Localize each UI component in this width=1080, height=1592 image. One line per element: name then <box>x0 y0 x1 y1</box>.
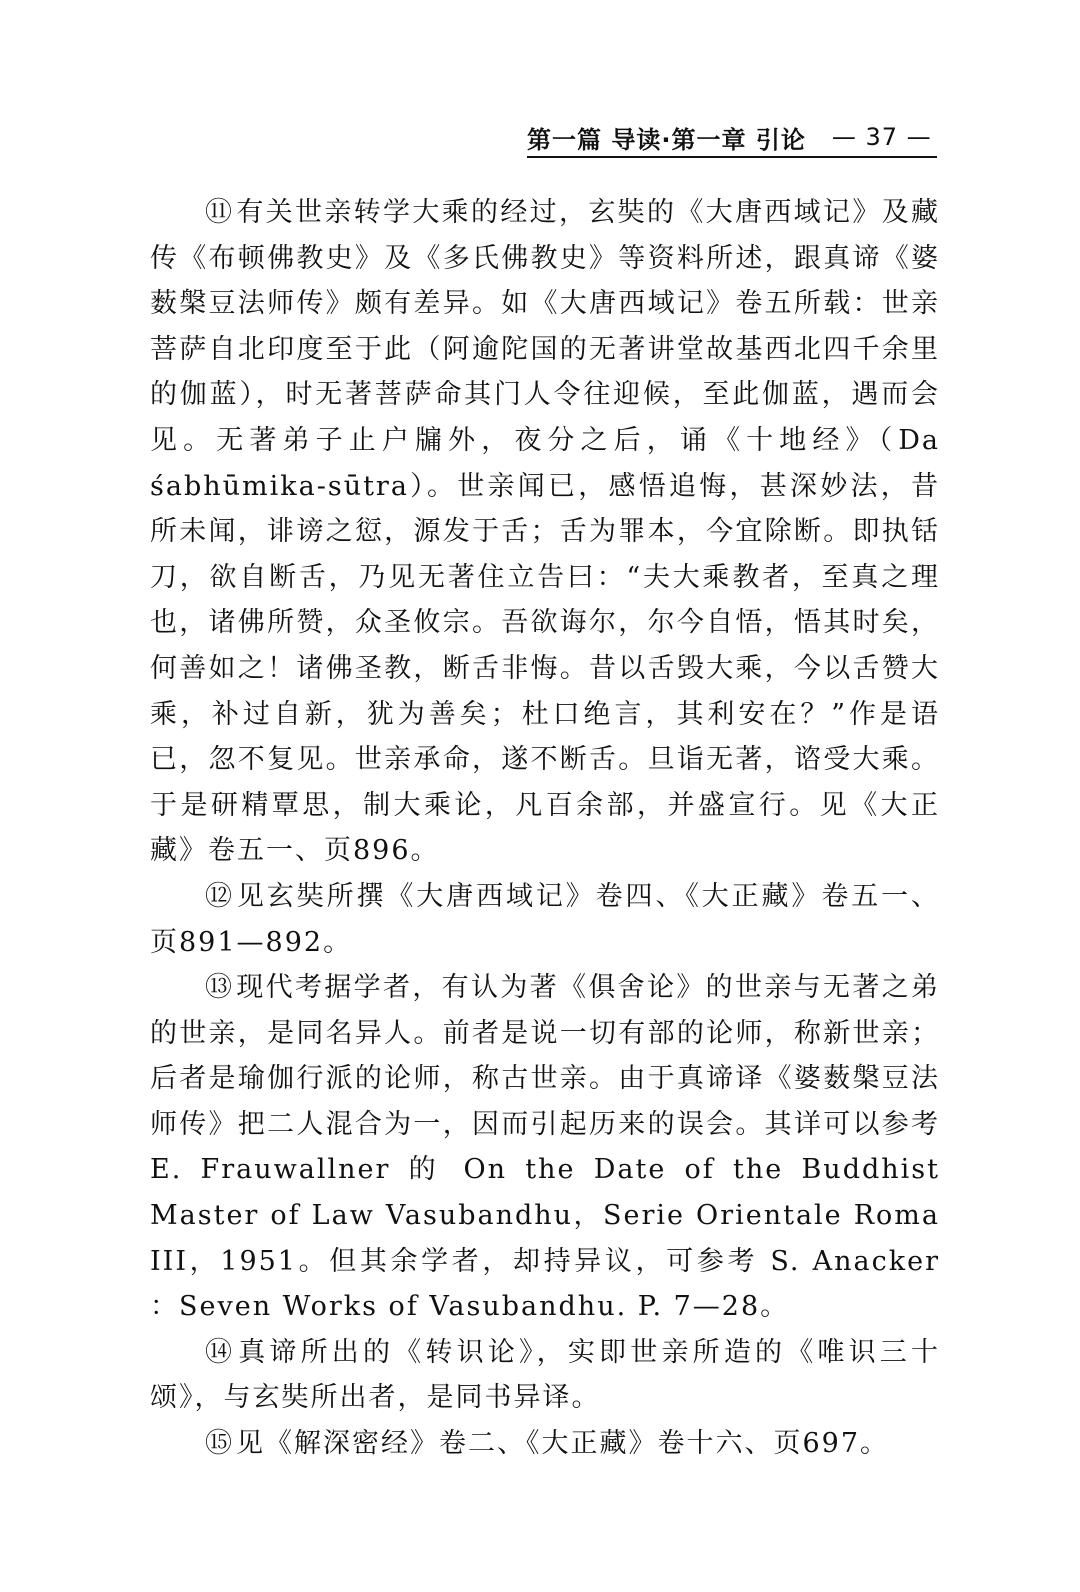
endnote-13 <box>150 965 940 1330</box>
endnotes <box>150 190 940 1467</box>
note-number: ⑬ <box>205 972 235 1004</box>
note-text: 见《解深密经》卷二、《大正藏》卷十六、页697。 <box>236 1428 890 1460</box>
endnote-12 <box>150 874 940 965</box>
endnote-15 <box>150 1421 940 1467</box>
note-number: ⑫ <box>205 880 235 912</box>
note-text: 现代考据学者，有认为著《俱舍论》的世亲与无著之弟的世亲，是同名异人。前者是说一切有部的论师，称新世亲；后者是瑜伽行派的论师，称古世亲。由于真谛译《婆薮槃豆法师传》把二人混合为一，因而引起历来的误会。其详可以参考E. Frauwallner 的 On the Date of the Buddhist Master of Law Vasubandhu，Serie Orientale Roma III，1951。但其余学者，却持异议，可参考 S. Anacker ：Seven Works of Vasubandhu. P. 7—28。 <box>150 972 941 1323</box>
endnote-11 <box>150 190 940 874</box>
note-number: ⑪ <box>205 197 235 228</box>
endnote-14 <box>150 1330 940 1421</box>
note-text: 有关世亲转学大乘的经过，玄奘的《大唐西域记》及藏传《布顿佛教史》及《多氏佛教史》等资料所述，跟真谛《婆薮槃豆法师传》颇有差异。如《大唐西域记》卷五所载：世亲菩萨自北印度至于此（阿逾陀国的无著讲堂故基西北四千余里的伽蓝），时无著菩萨命其门人令往迎候，至此伽蓝，遇而会见。无著弟子止户牖外，夜分之后，诵《十地经》（Da śabhūmika-sūtra）。世亲闻已，感悟追悔，甚深妙法，昔所未闻，诽谤之愆，源发于舌；舌为罪本，今宜除断。即执铦刀，欲自断舌，乃见无著住立告曰：“夫大乘教者，至真之理也，诸佛所赞，众圣攸宗。吾欲诲尔，尔今自悟，悟其时矣，何善如之！诸佛圣教，断舌非悔。昔以舌毁大乘，今以舌赞大乘，补过自新，犹为善矣；杜口绝言，其利安在？”作是语已，忽不复见。世亲承命，遂不断舌。旦诣无著，谘受大乘。于是研精覃思，制大乘论，凡百余部，并盛宣行。见《大正藏》卷五一、页896。 <box>150 197 941 867</box>
note-number: ⑮ <box>205 1428 234 1460</box>
running-header <box>527 118 937 158</box>
note-number: ⑭ <box>205 1336 237 1368</box>
note-text: 见玄奘所撰《大唐西域记》卷四、《大正藏》卷五一、页891—892。 <box>150 880 941 958</box>
header-title: 第一篇 导读·第一章 引论 <box>527 125 806 154</box>
page-number: — 37 — <box>831 123 932 151</box>
note-text: 真谛所出的《转识论》，实即世亲所造的《唯识三十颂》，与玄奘所出者，是同书异译。 <box>150 1336 941 1414</box>
